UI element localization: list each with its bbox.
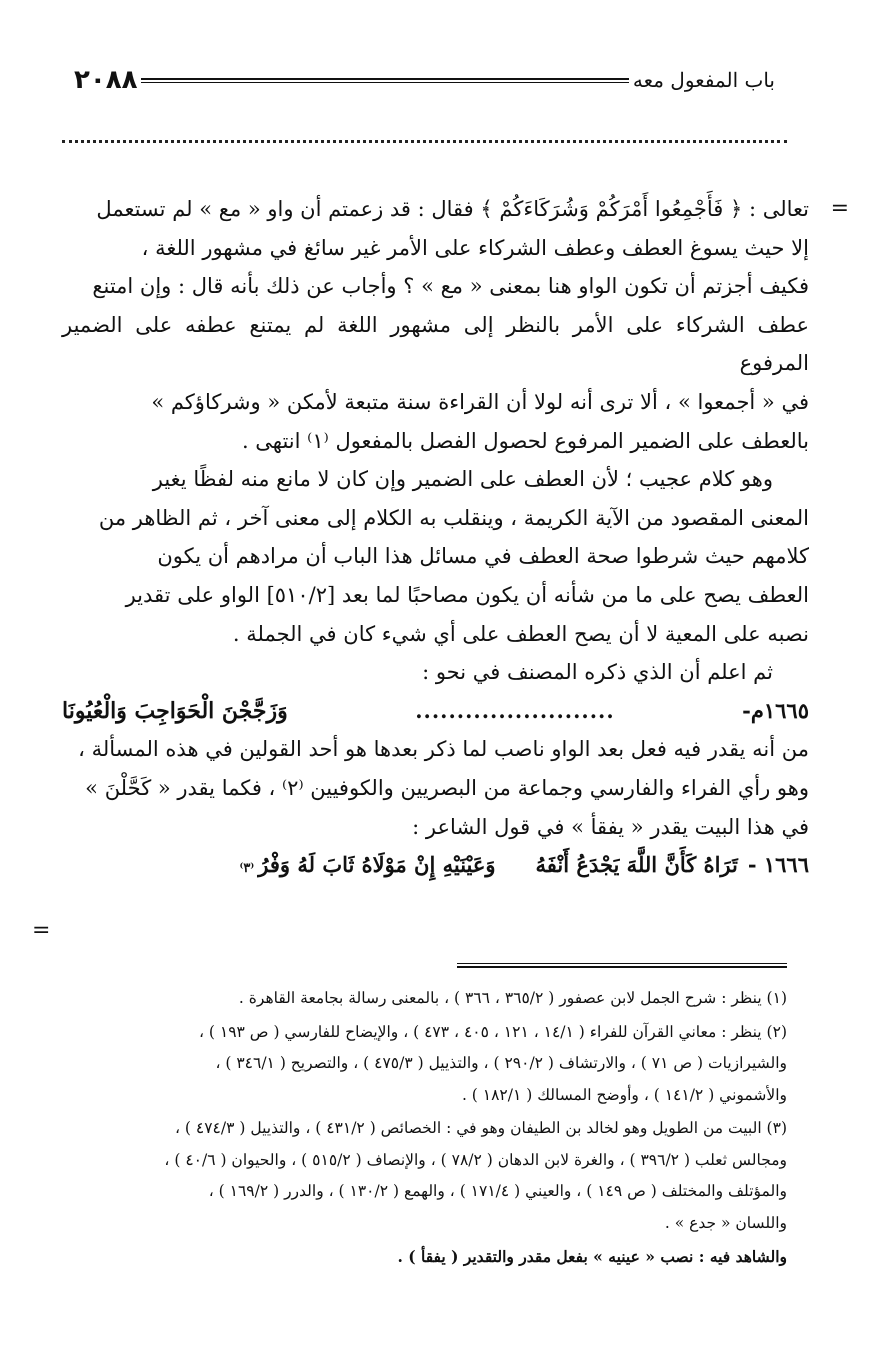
text-line: نصبه على المعية لا أن يصح العطف على أي شيء كان في الجملة .: [232, 621, 809, 646]
footnote-line: والمؤتلف والمختلف ( ص ١٤٩ ) ، والعيني ( ١٧١/٤ ) ، والهمع ( ١٣٠/٢ ) ، والدرر ( ١٦٩/٢ ) ،: [208, 1182, 787, 1200]
text-line: المعنى المقصود من الآية الكريمة ، وينقلب به الكلام إلى معنى آخر ، ثم الظاهر من: [98, 505, 809, 530]
footnote-line: (٣) البيت من الطويل وهو لخالد بن الطيفان وهو في : الخصائص ( ٤٣١/٢ ) ، والتذييل ( ٤٧٤/٣ ) ،: [175, 1119, 787, 1137]
text-line: كلامهم حيث شرطوا صحة العطف في مسائل هذا الباب أن مرادهم أن يكون: [157, 544, 809, 569]
verse-continuation-mark: =: [32, 918, 51, 943]
footnote-line: والشيرازيات ( ص ٧١ ) ، والارتشاف ( ٢٩٠/٢ ) ، والتذييل ( ٤٧٥/٣ ) ، والتصريح ( ٣٤٦/١ ) ،: [215, 1054, 787, 1072]
verse-hemistich-2: وَعَيْنَيْهِ إِنْ مَوْلَاهُ ثَابَ لَهُ وَفْرُ: [258, 852, 496, 878]
verse-1666: [62, 846, 809, 889]
main-text: [62, 190, 849, 889]
footnote-2: [62, 1017, 787, 1112]
verse-ellipsis: ........................: [415, 697, 615, 723]
running-title: باب المفعول معه: [632, 68, 775, 92]
footnote-3: [62, 1113, 787, 1239]
text-line: العطف يصح على ما من شأنه أن يكون مصاحبًا لما بعد [٥١٠/٢] الواو على تقدير: [125, 582, 809, 607]
text-line: وهو كلام عجيب ؛ لأن العطف على الضمير وإن كان لا مانع منه لفظًا يغير: [152, 467, 773, 492]
continuation-mark: =: [830, 196, 849, 221]
paragraph-3: ثم اعلم أن الذي ذكره المصنف في نحو :: [422, 660, 773, 685]
text-line: بالعطف على الضمير المرفوع لحصول الفصل بالمفعول ⁽١⁾ انتهى .: [241, 428, 809, 453]
text-line: عطف الشركاء على الأمر بالنظر إلى مشهور اللغة لم يمتنع عطفه على الضمير المرفوع: [62, 312, 809, 376]
text-line: وهو رأي الفراء والفارسي وجماعة من البصريين والكوفيين ⁽٢⁾ ، فكما يقدر « كَحَّلْنَ »: [85, 775, 809, 800]
text-line: من أنه يقدر فيه فعل بعد الواو ناصب لما ذكر بعدها هو أحد القولين في هذه المسألة ،: [78, 737, 809, 762]
page-number: ٢٠٨٨: [74, 65, 138, 95]
text-line: في هذا البيت يقدر « يفقأ » في قول الشاعر :: [412, 814, 809, 839]
paragraph-2: [62, 460, 809, 653]
text-line: إلا حيث يسوغ العطف وعطف الشركاء على الأمر غير سائغ في مشهور اللغة ،: [141, 235, 809, 260]
dotted-separator: [62, 140, 787, 143]
footnote-line: واللسان « جدع » .: [664, 1213, 787, 1232]
verse-hemistich: وَزَجَّجْنَ الْحَوَاجِبَ وَالْعُيُونَا: [62, 697, 288, 724]
footnote-1: [62, 983, 787, 1015]
verse-1665: [62, 692, 809, 731]
text-line: تعالى : ﴿ فَأَجْمِعُوا أَمْرَكُمْ وَشُرَكَاءَكُمْ ﴾ فقال : قد زعمتم أن واو « مع » لم تستعمل: [96, 197, 809, 221]
footnote-line: ومجالس ثعلب ( ٣٩٦/٢ ) ، والغرة لابن الدهان ( ٧٨/٢ ) ، والإنصاف ( ٥١٥/٢ ) ، والحيوان ( ٤٠/٦ ) ،: [164, 1150, 787, 1169]
witness-line: والشاهد فيه : نصب « عينيه » بفعل مقدر والتقدير ( يفقأ ) .: [397, 1247, 787, 1266]
paragraph-1: [62, 190, 809, 460]
footnotes: [62, 983, 787, 1273]
footnote-line: (١) ينظر : شرح الجمل لابن عصفور ( ٣٦٥/٢ ، ٣٦٦ ) ، بالمعنى رسالة بجامعة القاهرة .: [238, 989, 787, 1007]
verse-number: ١٦٦٦ -: [747, 852, 809, 878]
footnote-ref: ⁽٣⁾: [239, 861, 255, 877]
footnote-line: (٢) ينظر : معاني القرآن للفراء ( ١٤/١ ، ١٢١ ، ٤٠٥ ، ٤٧٣ ) ، والإيضاح للفارسي ( ص ١٩٣ ) ،: [198, 1022, 787, 1041]
paragraph-4: [62, 730, 809, 846]
text-line: فكيف أجزتم أن تكون الواو هنا بمعنى « مع » ؟ وأجاب عن ذلك بأنه قال : وإن امتنع: [92, 274, 809, 299]
footnote-line: والأشموني ( ١٤١/٢ ) ، وأوضح المسالك ( ١٨٢/١ ) .: [461, 1085, 787, 1104]
header-rule: [141, 78, 628, 83]
verse-hemistich-1: تَرَاهُ كَأَنَّ اللَّهَ يَجْدَعُ أَنْفَهُ: [535, 852, 738, 878]
verse-number: ١٦٦٥م-: [742, 697, 809, 723]
page-header: [62, 60, 787, 100]
text-line: في « أجمعوا » ، ألا ترى أنه لولا أن القراءة سنة متبعة لأمكن « وشركاؤكم »: [151, 389, 809, 414]
footnote-rule: [457, 963, 787, 968]
